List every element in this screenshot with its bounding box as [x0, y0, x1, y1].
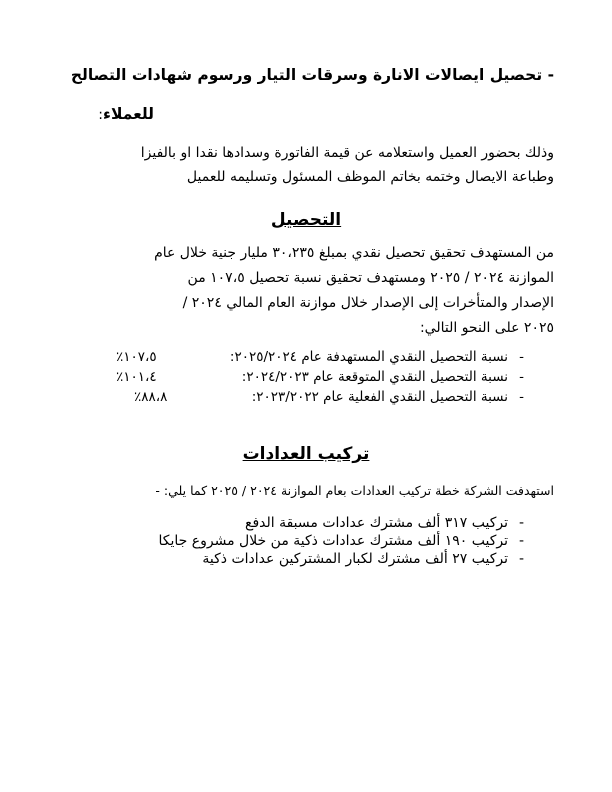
list-dash: - — [518, 515, 524, 531]
list-item — [74, 347, 524, 367]
collection-heading: التحصيل — [270, 210, 342, 230]
rate-value: ٨٨،٨٪ — [134, 389, 168, 405]
meters-intro: استهدفت الشركة خطة تركيب العدادات بعام الموازنة ٢٠٢٤ / ٢٠٢٥ كما يلي: - — [155, 483, 554, 498]
meter-item-text: تركيب ٣١٧ ألف مشترك عدادات مسبقة الدفع — [245, 515, 508, 531]
intro-paragraph-line-2: وطباعة الايصال وختمه بخاتم الموظف المسئول وتسليمه للعميل — [186, 169, 554, 185]
title-dash: - — [547, 66, 554, 84]
rate-value: ١٠٧،٥٪ — [116, 349, 157, 365]
collection-paragraph-line-3: الإصدار والمتأخرات إلى الإصدار خلال موازنة العام المالي ٢٠٢٤ / — [182, 295, 554, 311]
list-dash: - — [519, 389, 524, 405]
list-dash: - — [519, 369, 524, 385]
collection-rates-list — [74, 347, 524, 407]
meters-list — [158, 514, 524, 568]
list-item — [158, 514, 524, 532]
meter-item-text: تركيب ٢٧ ألف مشترك لكبار المشتركين عدادات ذكية — [202, 551, 508, 567]
subtitle-text: للعملاء — [103, 105, 154, 123]
list-item — [158, 532, 524, 550]
rate-label: نسبة التحصيل النقدي الفعلية عام ٢٠٢٣/٢٠٢٢: — [251, 389, 508, 405]
rate-label: نسبة التحصيل النقدي المتوقعة عام ٢٠٢٤/٢٠٢٣: — [241, 369, 508, 385]
list-item — [158, 550, 524, 568]
rate-label: نسبة التحصيل النقدي المستهدفة عام ٢٠٢٥/٢٠٢٤: — [229, 349, 508, 365]
meters-heading: تركيب العدادات — [242, 444, 370, 464]
rate-value: ١٠١،٤٪ — [116, 369, 157, 385]
list-item — [74, 367, 524, 387]
list-dash: - — [519, 349, 524, 365]
collection-paragraph-line-2: الموازنة ٢٠٢٤ / ٢٠٢٥ ومستهدف تحقيق نسبة تحصيل ١٠٧،٥ من — [187, 270, 554, 286]
subtitle-colon: : — [98, 107, 104, 123]
intro-paragraph-line-1: وذلك بحضور العميل واستعلامه عن قيمة الفاتورة وسدادها نقدا او بالفيزا — [140, 145, 554, 161]
title-text: تحصيل ايصالات الانارة وسرقات التيار ورسوم شهادات التصالح — [70, 66, 543, 84]
list-item — [74, 387, 524, 407]
list-dash: - — [518, 533, 524, 549]
collection-paragraph-line-1: من المستهدف تحقيق تحصيل نقدي بمبلغ ٣٠،٢٣٥ مليار جنية خلال عام — [154, 245, 554, 261]
section-title — [71, 66, 554, 84]
section-subtitle — [98, 104, 154, 123]
collection-paragraph-line-4: ٢٠٢٥ على النحو التالي: — [419, 320, 554, 336]
list-dash: - — [518, 551, 524, 567]
meter-item-text: تركيب ١٩٠ ألف مشترك عدادات ذكية من خلال مشروع جايكا — [158, 533, 508, 549]
